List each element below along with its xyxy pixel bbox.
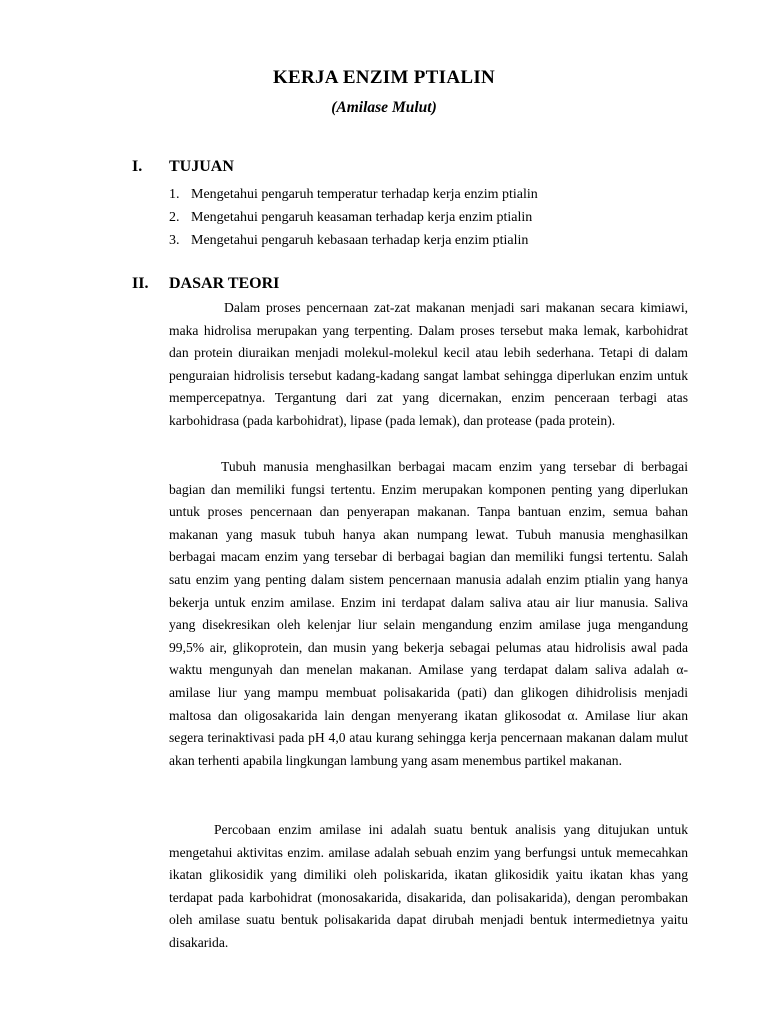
list-item-text: Mengetahui pengaruh kebasaan terhadap kerja enzim ptialin xyxy=(191,233,529,248)
body-paragraph: Tubuh manusia menghasilkan berbagai macam enzim yang tersebar di berbagai bagian dan memiliki fungsi tertentu. Enzim merupakan komponen penting yang diperlukan untuk proses pencernaan dan penyerapan makanan. Tanpa bantuan enzim, semua bahan makanan yang masuk tubuh hanya akan numpang lewat. Tubuh manusia menghasilkan berbagai macam enzim yang tersebar di berbagai bagian dan memiliki fungsi tertentu. Salah satu enzim yang penting dalam sistem pencernaan manusia adalah enzim ptialin yang hanya bekerja untuk enzim amilase. Enzim ini terdapat dalam saliva atau air liur manusia. Saliva yang disekresikan oleh kelenjar liur selain mengandung enzim amilase juga mengandung 99,5% air, glikoprotein, dan musin yang bekerja sebagai pelumas atau hidrolisis awal pada waktu mengunyah dan menelan makanan. Amilase yang terdapat dalam saliva adalah α-amilase liur yang mampu membuat polisakarida (pati) dan glikogen dihidrolisis menjadi maltosa dan oligosakarida lain dengan menyerang ikatan glikosodat α. Amilase liur akan segera terinaktivasi pada pH 4,0 atau kurang sehingga kerja pencernaan makanan dalam mulut akan terhenti apabila lingkungan lambung yang asam menembus partikel makanan. xyxy=(169,459,688,768)
list-item-number: 3. xyxy=(169,233,180,248)
list-item xyxy=(169,183,709,206)
list-item-number: 1. xyxy=(169,187,180,202)
body-paragraph: Dalam proses pencernaan zat-zat makanan menjadi sari makanan secara kimiawi, maka hidrolisa merupakan yang terpenting. Dalam proses tersebut maka lemak, karbohidrat dan protein diuraikan menjadi molekul-molekul kecil atau lebih sederhana. Tetapi di dalam penguraian hidrolisis tersebut kadang-kadang sangat lambat sehingga diperlukan enzim untuk mempercepatnya. Tergantung dari zat yang dicernakan, enzim penceraan terbagi atas karbohidrasa (pada karbohidrat), lipase (pada lemak), dan protease (pada protein). xyxy=(169,300,688,428)
list-item-text: Mengetahui pengaruh temperatur terhadap kerja enzim ptialin xyxy=(191,187,538,202)
list-item xyxy=(169,229,709,252)
section-heading-tujuan: TUJUAN xyxy=(169,158,234,175)
list-item xyxy=(169,206,709,229)
body-paragraph: Percobaan enzim amilase ini adalah suatu bentuk analisis yang ditujukan untuk mengetahui aktivitas enzim. amilase adalah sebuah enzim yang berfungsi untuk memecahkan ikatan glikosidik yang dimiliki oleh poliskarida, ikatan glikosidik yaitu ikatan khas yang terdapat pada karbohidrat (monosakarida, disakarida, dan polisakarida), dengan perombakan oleh amilase suatu bentuk polisakarida dapat dirubah menjadi bentuk intermedietnya yaitu disakarida. xyxy=(169,822,688,950)
objectives-list xyxy=(169,183,709,252)
document-subtitle: (Amilase Mulut) xyxy=(331,99,437,116)
list-item-text: Mengetahui pengaruh keasaman terhadap kerja enzim ptialin xyxy=(191,210,533,225)
section-number-2: II. xyxy=(132,275,149,292)
section-heading-dasar-teori: DASAR TEORI xyxy=(169,275,280,292)
section-number-1: I. xyxy=(132,158,143,175)
document-title: KERJA ENZIM PTIALIN xyxy=(272,67,496,88)
list-item-number: 2. xyxy=(169,210,180,225)
